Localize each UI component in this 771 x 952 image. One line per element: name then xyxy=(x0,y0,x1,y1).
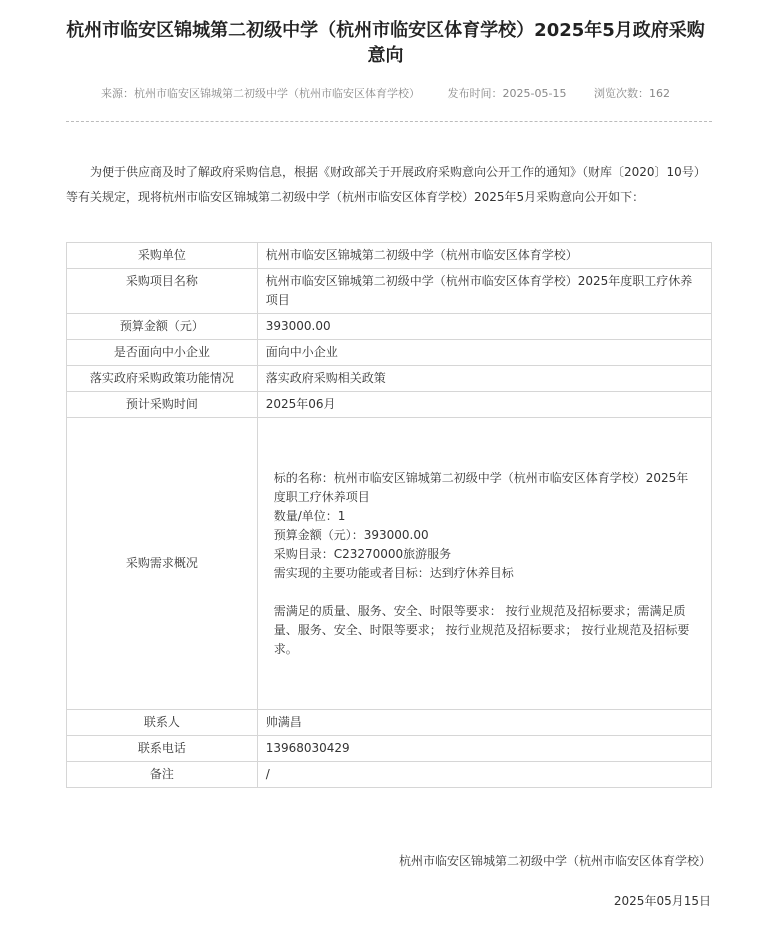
table-row xyxy=(67,762,712,788)
row-label: 是否面向中小企业 xyxy=(67,340,258,366)
table-row xyxy=(67,243,712,269)
overview-quantity: 数量/单位：1 xyxy=(273,508,346,523)
row-value: 393000.00 xyxy=(257,314,711,340)
page-title: 杭州市临安区锦城第二初级中学（杭州市临安区体育学校）2025年5月政府采购意向 xyxy=(66,20,705,66)
meta-views: 浏览次数：162 xyxy=(593,87,670,100)
procurement-table xyxy=(66,242,712,788)
row-value: 杭州市临安区锦城第二初级中学（杭州市临安区体育学校） xyxy=(257,243,711,269)
table-row-overview xyxy=(67,418,712,710)
signature-date: 2025年05月15日 xyxy=(613,894,711,908)
table-row xyxy=(67,340,712,366)
intro-paragraph: 为便于供应商及时了解政府采购信息，根据《财政部关于开展政府采购意向公开工作的通知》（财库〔2020〕10号）等有关规定，现将杭州市临安区锦城第二初级中学（杭州市临安区体育学校）2025年5月采购意向公开如下： xyxy=(66,165,706,204)
signature: 杭州市临安区锦城第二初级中学（杭州市临安区体育学校） xyxy=(398,854,711,868)
row-value: 帅满昌 xyxy=(257,710,711,736)
overview-cell xyxy=(257,418,711,710)
row-value: 杭州市临安区锦城第二初级中学（杭州市临安区体育学校）2025年度职工疗休养项目 xyxy=(257,269,711,314)
table-row xyxy=(67,392,712,418)
overview-budget: 预算金额（元）：393000.00 xyxy=(273,527,429,542)
row-label: 联系人 xyxy=(67,710,258,736)
row-label: 采购项目名称 xyxy=(67,269,258,314)
row-label: 采购单位 xyxy=(67,243,258,269)
row-label: 联系电话 xyxy=(67,736,258,762)
table-row xyxy=(67,314,712,340)
spacer xyxy=(274,583,695,602)
meta-publish-time: 发布时间：2025-05-15 xyxy=(447,87,567,100)
article-meta xyxy=(60,86,711,102)
row-value: 落实政府采购相关政策 xyxy=(257,366,711,392)
row-label: 预算金额（元） xyxy=(67,314,258,340)
row-label: 采购需求概况 xyxy=(67,418,258,710)
row-label: 备注 xyxy=(67,762,258,788)
row-value: / xyxy=(257,762,711,788)
row-value: 13968030429 xyxy=(257,736,711,762)
row-value: 2025年06月 xyxy=(257,392,711,418)
row-label: 预计采购时间 xyxy=(67,392,258,418)
overview-catalog: 采购目录：C23270000旅游服务 xyxy=(273,546,452,561)
table-row xyxy=(67,736,712,762)
table-row xyxy=(67,710,712,736)
overview-requirements: 需满足的质量、服务、安全、时限等要求： 按行业规范及招标要求；需满足质量、服务、安全、时限等要求； 按行业规范及招标要求； 按行业规范及招标要求。 xyxy=(273,603,690,656)
overview-goal: 需实现的主要功能或者目标：达到疗休养目标 xyxy=(273,565,514,580)
overview-name: 标的名称：杭州市临安区锦城第二初级中学（杭州市临安区体育学校）2025年度职工疗休养项目 xyxy=(273,470,689,504)
table-row xyxy=(67,366,712,392)
row-value: 面向中小企业 xyxy=(257,340,711,366)
table-row xyxy=(67,269,712,314)
row-label: 落实政府采购政策功能情况 xyxy=(67,366,258,392)
divider xyxy=(66,121,712,122)
meta-source: 来源：杭州市临安区锦城第二初级中学（杭州市临安区体育学校） xyxy=(101,87,421,100)
